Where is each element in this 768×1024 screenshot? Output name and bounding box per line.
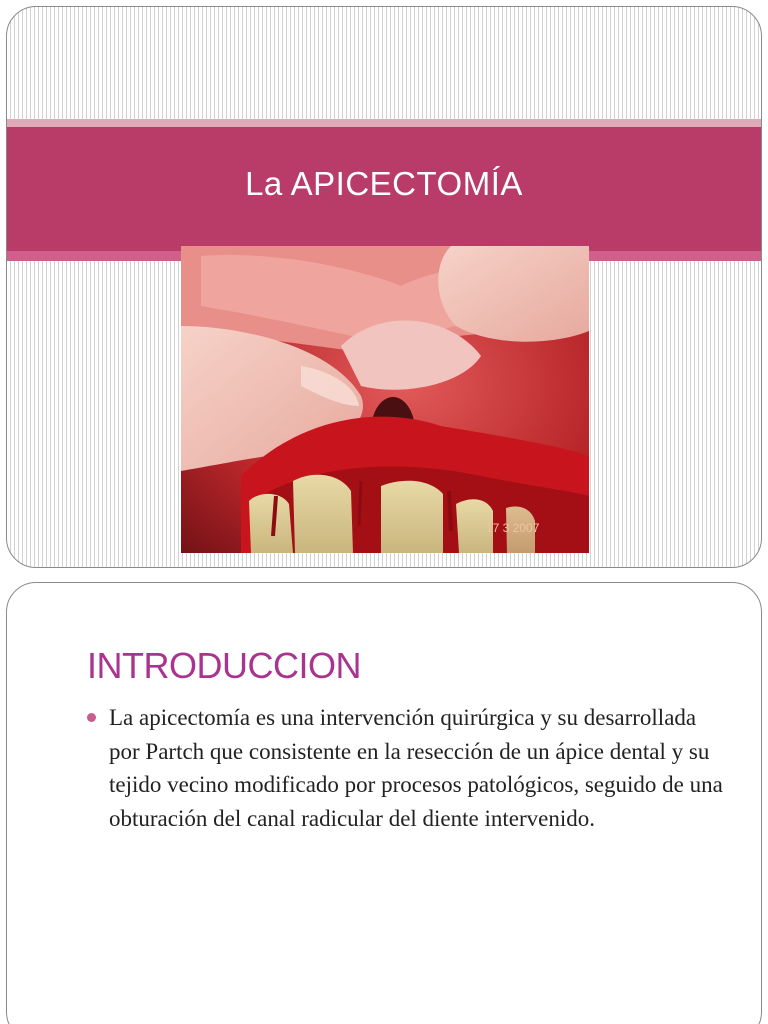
content-slide	[6, 582, 762, 1024]
surgery-photo	[181, 246, 589, 553]
bullet-dot-icon	[87, 713, 96, 722]
slide-title: La APICECTOMÍA	[245, 165, 523, 202]
bullet-item	[87, 701, 727, 835]
title-band-top-stripe	[7, 119, 761, 127]
section-heading: INTRODUCCION	[87, 645, 361, 686]
bullet-text: La apicectomía es una intervención quirúrgica y su desarrollada por Partch que consistente en la resección de un ápice dental y su tejido vecino modificado por procesos patológicos, seguido de una obturación del canal radicular del diente intervenido.	[109, 705, 723, 831]
bullet-list	[87, 701, 727, 835]
photo-timestamp: 17 3 2007	[486, 521, 540, 535]
title-slide	[6, 6, 762, 568]
